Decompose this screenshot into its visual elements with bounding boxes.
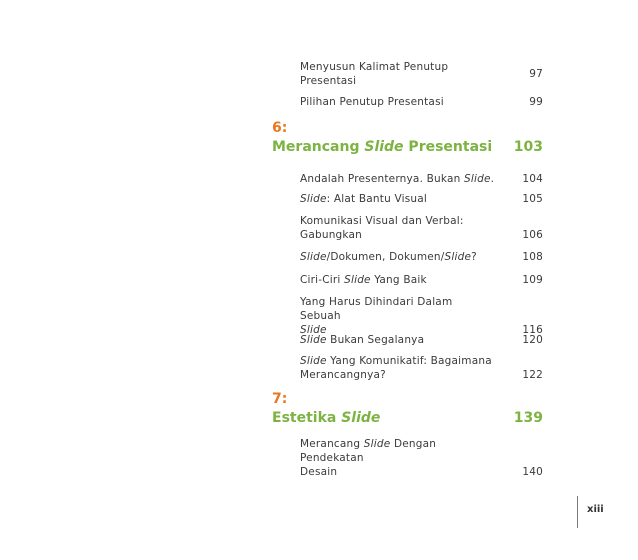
toc-entry-page: 106	[522, 229, 543, 241]
toc-entry-page: 140	[522, 466, 543, 478]
folio-divider	[577, 496, 578, 528]
toc-entry-title: Pilihan Penutup Presentasi	[300, 96, 444, 108]
toc-entry-title: Slide/Dokumen, Dokumen/Slide?	[300, 251, 477, 263]
toc-entry-page: 120	[522, 334, 543, 346]
toc-entry-title: Slide Bukan Segalanya	[300, 334, 425, 346]
chapter-title[interactable]	[272, 410, 544, 426]
toc-entry[interactable]	[300, 333, 544, 347]
toc-entry-title: Menyusun Kalimat Penutup Presentasi	[300, 61, 449, 87]
chapter-page: 103	[513, 139, 543, 155]
toc-entry-page: 105	[522, 193, 543, 205]
toc-entry-page: 122	[522, 369, 543, 381]
toc-entry[interactable]	[300, 172, 544, 186]
toc-entry-page: 97	[529, 68, 543, 80]
chapter-title-text: Estetika Slide	[272, 410, 381, 426]
toc-entry-page: 108	[522, 251, 543, 263]
chapter-title-text: Merancang Slide Presentasi	[272, 139, 493, 155]
toc-entry-title: Komunikasi Visual dan Verbal: Gabungkan	[300, 215, 464, 241]
toc-entry-page: 116	[522, 324, 543, 336]
toc-entry[interactable]	[300, 60, 544, 88]
toc-entry[interactable]	[300, 354, 544, 382]
chapter-number: 7:	[272, 391, 288, 407]
toc-entry-page: 109	[522, 274, 543, 286]
toc-entry-title: Slide Yang Komunikatif: Bagaimana Merancangnya?	[300, 355, 492, 381]
page-number: xiii	[587, 504, 604, 515]
toc-entry-title: Ciri-Ciri Slide Yang Baik	[300, 274, 427, 286]
toc-entry-page: 104	[522, 173, 543, 185]
chapter-page: 139	[513, 410, 543, 426]
toc-entry[interactable]	[300, 214, 544, 242]
chapter-number: 6:	[272, 120, 288, 136]
toc-entry[interactable]	[300, 273, 544, 287]
toc-entry-title: Yang Harus Dihindari Dalam Sebuah Slide	[300, 296, 453, 336]
chapter-title[interactable]	[272, 139, 544, 155]
toc-entry-title: Slide: Alat Bantu Visual	[300, 193, 428, 205]
toc-entry-page: 99	[529, 96, 543, 108]
toc-entry[interactable]	[300, 437, 544, 479]
toc-entry-title: Andalah Presenternya. Bukan Slide.	[300, 173, 495, 185]
toc-entry[interactable]	[300, 250, 544, 264]
toc-entry[interactable]	[300, 192, 544, 206]
toc-entry[interactable]	[300, 95, 544, 109]
toc-entry-title: Merancang Slide Dengan Pendekatan Desain	[300, 438, 437, 478]
toc-entry[interactable]	[300, 295, 544, 337]
